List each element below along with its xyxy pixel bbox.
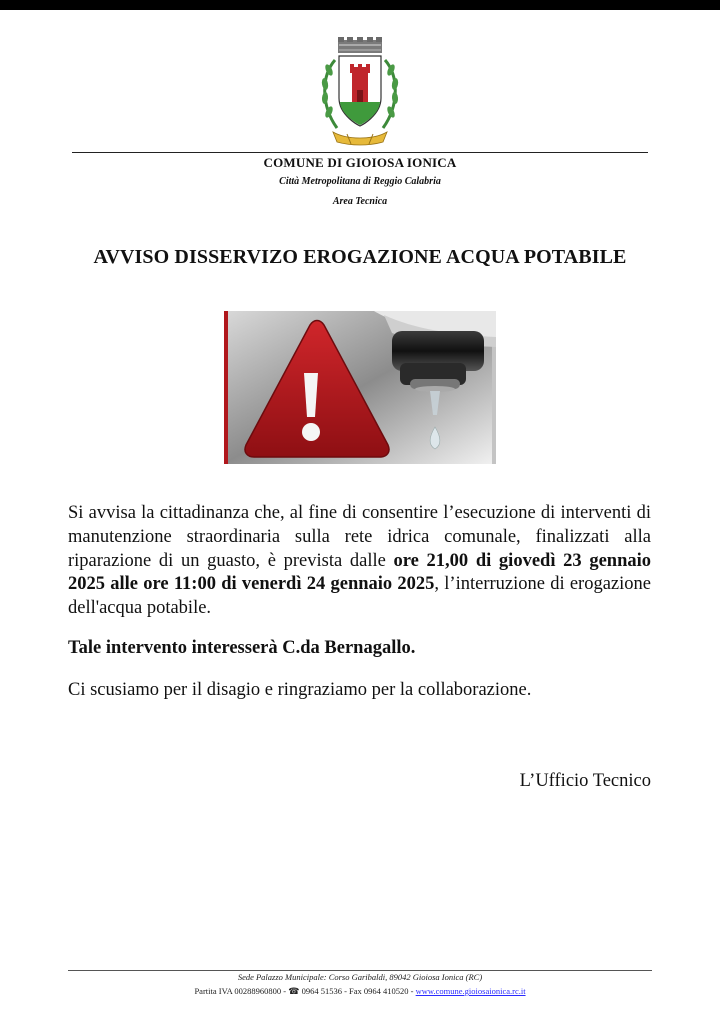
signature: L’Ufficio Tecnico	[519, 771, 651, 791]
footer-address: Sede Palazzo Municipale: Corso Garibaldi, 89042 Gioiosa Ionica (RC)	[237, 972, 483, 982]
header-divider	[72, 152, 648, 153]
footer-divider	[68, 970, 652, 971]
phone-icon: ☎	[288, 986, 300, 996]
affected-area: Tale intervento interesserà C.da Bernagallo.	[68, 638, 416, 658]
notice-body-intro: Si avvisa la cittadinanza che, al fine di consentire l’esecuzione di interventi di manutenzione straordinaria sulla rete idrica comunale, finalizzati alla riparazione di un guasto, è prevista dalle	[68, 503, 651, 571]
notice-title: AVVISO DISSERVIZO EROGAZIONE ACQUA POTABILE	[93, 246, 627, 268]
vat-number: Partita IVA 00288960800 -	[194, 986, 287, 996]
notice-illustration	[224, 311, 496, 464]
notice-body-end: , l’interruzione di erogazione dell'acqua potabile.	[68, 574, 651, 619]
footer-contacts	[0, 986, 720, 997]
website-link[interactable]: www.comune.gioiosaionica.rc.it	[415, 986, 526, 996]
interruption-period: ore 21,00 di giovedì 23 gennaio 2025 alle ore 11:00 di venerdì 24 gennaio 2025	[68, 550, 651, 595]
organization-name: COMUNE DI GIOIOSA IONICA	[263, 155, 457, 170]
department-name: Area Tecnica	[332, 196, 388, 207]
notice-body	[68, 502, 651, 621]
apology-text: Ci scusiamo per il disagio e ringraziamo per la collaborazione.	[68, 680, 532, 700]
phone-fax: 0964 51536 - Fax 0964 410520 -	[301, 986, 414, 996]
organization-subtitle: Città Metropolitana di Reggio Calabria	[279, 176, 441, 187]
top-black-bar	[0, 0, 720, 10]
coat-of-arms-icon	[317, 36, 403, 148]
